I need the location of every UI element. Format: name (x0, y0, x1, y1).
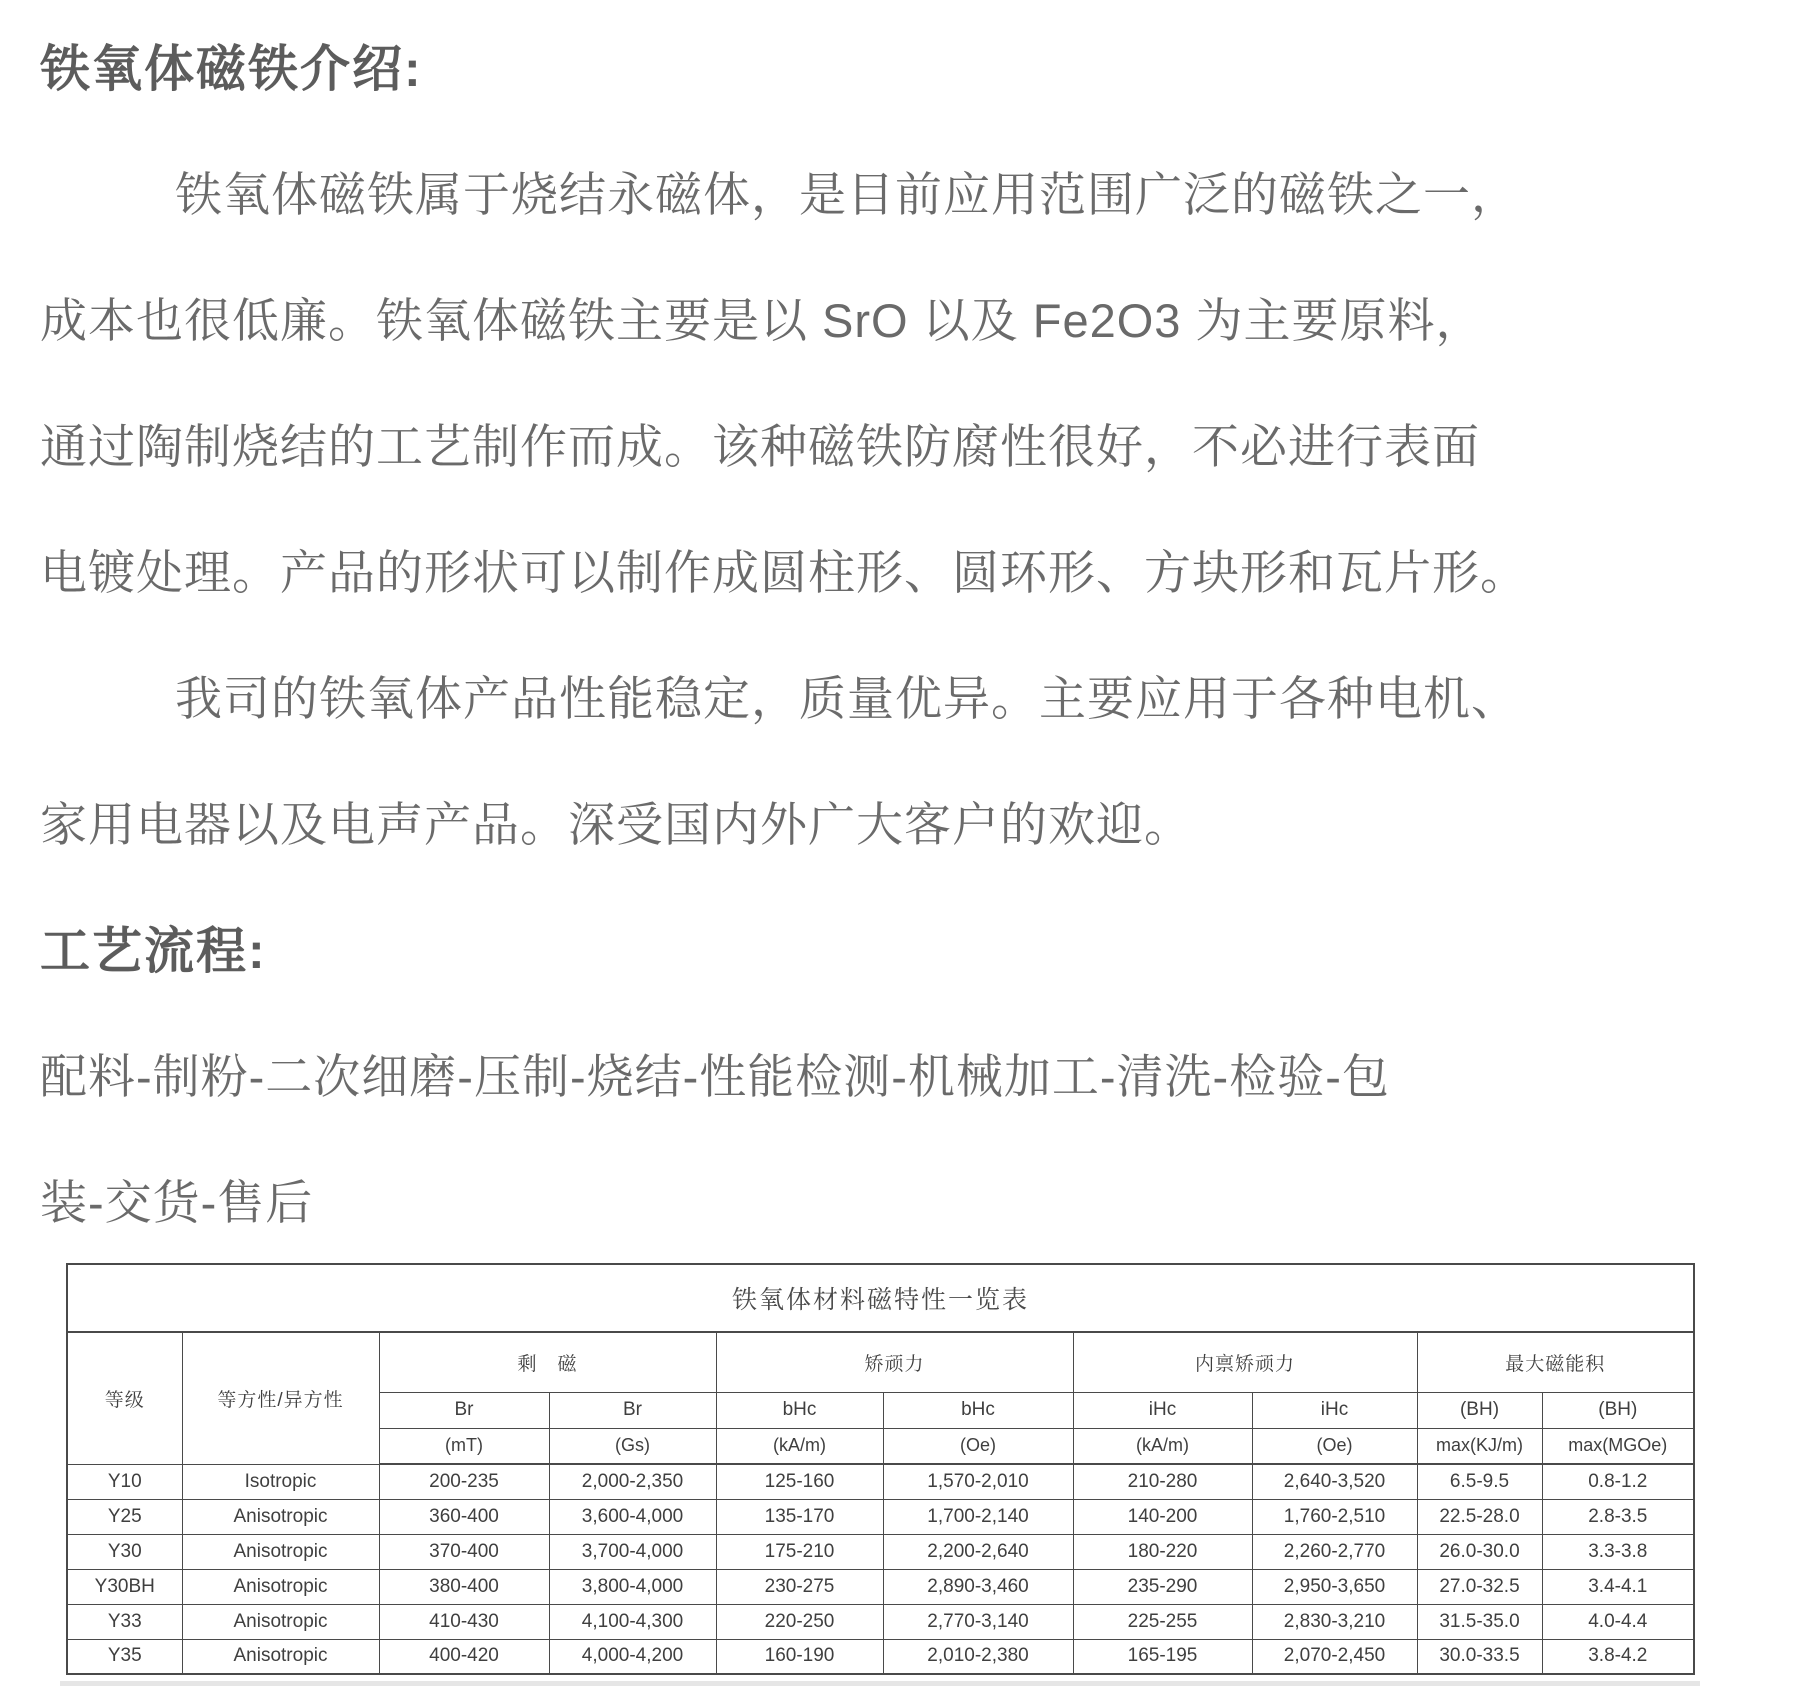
magnetic-properties-table (66, 1263, 1695, 1675)
unit-header: (Oe) (1252, 1428, 1417, 1464)
table-cell: 3,800-4,000 (549, 1569, 716, 1604)
unit-header: (mT) (379, 1428, 549, 1464)
table-cell: 360-400 (379, 1499, 549, 1534)
table-cell: 380-400 (379, 1569, 549, 1604)
table-cell: 175-210 (716, 1534, 883, 1569)
paragraph-line: 通过陶制烧结的工艺制作而成。该种磁铁防腐性很好，不必进行表面 (40, 419, 1480, 473)
table-cell: Y25 (67, 1499, 182, 1534)
table-cell: 26.0-30.0 (1417, 1534, 1542, 1569)
table-cell: 2,640-3,520 (1252, 1464, 1417, 1499)
table-cell: 3.8-4.2 (1542, 1639, 1694, 1674)
paragraph-line: 家用电器以及电声产品。深受国内外广大客户的欢迎。 (40, 797, 1192, 851)
table-row (67, 1464, 1694, 1499)
table-cell: 2,070-2,450 (1252, 1639, 1417, 1674)
unit-header: (Gs) (549, 1428, 716, 1464)
table-cell: 22.5-28.0 (1417, 1499, 1542, 1534)
paragraph-line: 铁氧体磁铁属于烧结永磁体，是目前应用范围广泛的磁铁之一， (175, 167, 1519, 221)
table-cell: 2,770-3,140 (883, 1604, 1073, 1639)
table-cell: 0.8-1.2 (1542, 1464, 1694, 1499)
table-cell: 2,000-2,350 (549, 1464, 716, 1499)
document-body (40, 2, 1753, 1262)
table-cell: Y30BH (67, 1569, 182, 1604)
table-cell: 4,000-4,200 (549, 1639, 716, 1674)
sub-header: Br (379, 1392, 549, 1428)
table-cell: 31.5-35.0 (1417, 1604, 1542, 1639)
table-cell: Y35 (67, 1639, 182, 1674)
table-cell: 180-220 (1073, 1534, 1252, 1569)
table-cell: 30.0-33.5 (1417, 1639, 1542, 1674)
table-bottom-shadow (60, 1681, 1700, 1686)
sub-header: Br (549, 1392, 716, 1428)
table-row (67, 1604, 1694, 1639)
header-isotropy: 等方性/异方性 (182, 1332, 379, 1464)
table-cell: Y33 (67, 1604, 182, 1639)
table-cell: 400-420 (379, 1639, 549, 1674)
table-cell: Anisotropic (182, 1569, 379, 1604)
paragraph-line: 成本也很低廉。铁氧体磁铁主要是以 SrO 以及 Fe2O3 为主要原料， (40, 293, 1484, 347)
table-cell: 235-290 (1073, 1569, 1252, 1604)
table-cell: 1,700-2,140 (883, 1499, 1073, 1534)
unit-header: max(MGOe) (1542, 1428, 1694, 1464)
table-cell: Anisotropic (182, 1604, 379, 1639)
group-header-remanence: 剩 磁 (379, 1332, 716, 1392)
table-cell: Anisotropic (182, 1639, 379, 1674)
group-header-coercivity: 矫顽力 (716, 1332, 1073, 1392)
sub-header: iHc (1073, 1392, 1252, 1428)
table-cell: 230-275 (716, 1569, 883, 1604)
table-cell: 3.3-3.8 (1542, 1534, 1694, 1569)
table-cell: 370-400 (379, 1534, 549, 1569)
table-cell: 4,100-4,300 (549, 1604, 716, 1639)
table-row (67, 1534, 1694, 1569)
sub-header: bHc (716, 1392, 883, 1428)
paragraph-line: 电镀处理。产品的形状可以制作成圆柱形、圆环形、方块形和瓦片形。 (40, 545, 1528, 599)
table-cell: 4.0-4.4 (1542, 1604, 1694, 1639)
table-cell: Y30 (67, 1534, 182, 1569)
table-title: 铁氧体材料磁特性一览表 (67, 1264, 1694, 1332)
table-cell: 1,570-2,010 (883, 1464, 1073, 1499)
table-cell: 210-280 (1073, 1464, 1252, 1499)
table-cell: 225-255 (1073, 1604, 1252, 1639)
table-cell: 6.5-9.5 (1417, 1464, 1542, 1499)
table-cell: 135-170 (716, 1499, 883, 1534)
table-row (67, 1569, 1694, 1604)
table-cell: Anisotropic (182, 1499, 379, 1534)
table-cell: 125-160 (716, 1464, 883, 1499)
unit-header: (Oe) (883, 1428, 1073, 1464)
table-cell: Isotropic (182, 1464, 379, 1499)
sub-header: (BH) (1417, 1392, 1542, 1428)
table-cell: 2,200-2,640 (883, 1534, 1073, 1569)
table-cell: 200-235 (379, 1464, 549, 1499)
process-heading: 工艺流程: (40, 923, 267, 979)
group-header-max-energy-product: 最大磁能积 (1417, 1332, 1694, 1392)
table-cell: Y10 (67, 1464, 182, 1499)
table-cell: 2,830-3,210 (1252, 1604, 1417, 1639)
table-cell: 165-195 (1073, 1639, 1252, 1674)
table-row (67, 1639, 1694, 1674)
table-cell: 160-190 (716, 1639, 883, 1674)
table-cell: 220-250 (716, 1604, 883, 1639)
table-cell: 3.4-4.1 (1542, 1569, 1694, 1604)
table-cell: 1,760-2,510 (1252, 1499, 1417, 1534)
table-cell: 2,260-2,770 (1252, 1534, 1417, 1569)
table-cell: Anisotropic (182, 1534, 379, 1569)
table-row (67, 1499, 1694, 1534)
intro-heading: 铁氧体磁铁介绍: (40, 41, 423, 97)
table-cell: 2,010-2,380 (883, 1639, 1073, 1674)
table-cell: 140-200 (1073, 1499, 1252, 1534)
unit-header: (kA/m) (1073, 1428, 1252, 1464)
sub-header: (BH) (1542, 1392, 1694, 1428)
table-cell: 27.0-32.5 (1417, 1569, 1542, 1604)
unit-header: max(KJ/m) (1417, 1428, 1542, 1464)
unit-header: (kA/m) (716, 1428, 883, 1464)
paragraph-line: 我司的铁氧体产品性能稳定，质量优异。主要应用于各种电机、 (175, 671, 1519, 725)
table-cell: 2.8-3.5 (1542, 1499, 1694, 1534)
process-line: 配料-制粉-二次细磨-压制-烧结-性能检测-机械加工-清洗-检验-包 (40, 1049, 1390, 1103)
table-cell: 3,700-4,000 (549, 1534, 716, 1569)
sub-header: bHc (883, 1392, 1073, 1428)
header-grade: 等级 (67, 1332, 182, 1464)
sub-header: iHc (1252, 1392, 1417, 1428)
table-cell: 410-430 (379, 1604, 549, 1639)
table-cell: 3,600-4,000 (549, 1499, 716, 1534)
group-header-intrinsic-coercivity: 内禀矫顽力 (1073, 1332, 1417, 1392)
process-line: 装-交货-售后 (40, 1175, 314, 1229)
table-cell: 2,890-3,460 (883, 1569, 1073, 1604)
table-cell: 2,950-3,650 (1252, 1569, 1417, 1604)
